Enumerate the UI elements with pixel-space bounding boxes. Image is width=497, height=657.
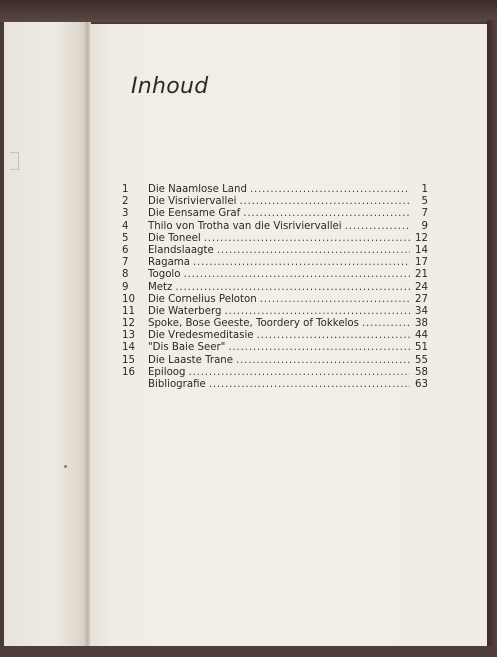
page-number: 38 <box>415 318 428 330</box>
dot-leader <box>243 208 410 220</box>
page-number: 9 <box>421 220 428 232</box>
page-number: 12 <box>415 232 428 244</box>
page-number: 55 <box>415 354 428 366</box>
chapter-title: Thilo von Trotha van die Visriviervallei <box>148 220 342 232</box>
chapter-number: 10 <box>122 293 135 305</box>
dot-leader <box>239 196 410 208</box>
dot-leader <box>184 269 411 281</box>
toc-entry <box>118 221 428 233</box>
page-mark <box>10 152 19 170</box>
toc-entry <box>118 342 428 354</box>
page-number: 44 <box>415 330 428 342</box>
chapter-number: 5 <box>122 232 129 244</box>
chapter-number: 6 <box>122 244 129 256</box>
toc-entry <box>118 367 428 379</box>
toc-entry <box>118 282 428 294</box>
chapter-title: Bibliografie <box>148 379 206 390</box>
page-number: 27 <box>415 293 428 305</box>
toc-entry <box>118 306 428 318</box>
toc-entry <box>118 257 428 269</box>
dot-leader <box>345 221 410 233</box>
page-number: 5 <box>421 196 428 208</box>
dot-leader <box>217 245 410 257</box>
toc-entry <box>118 245 428 257</box>
chapter-title: Die Toneel <box>148 232 201 244</box>
chapter-title: Spoke, Bose Geeste, Toordery of Tokkelos <box>148 318 359 330</box>
chapter-title: Die Cornelius Peloton <box>148 293 257 305</box>
page-number: 14 <box>415 244 428 256</box>
chapter-number: 11 <box>122 305 135 317</box>
dot-leader <box>250 184 410 196</box>
dot-leader <box>204 233 410 245</box>
page-number: 17 <box>415 257 428 269</box>
page-number: 63 <box>415 379 428 390</box>
chapter-title: Die Waterberg <box>148 305 222 317</box>
chapter-title: Die Visriviervallei <box>148 196 237 208</box>
page-number: 34 <box>415 305 428 317</box>
page-number: 51 <box>415 342 428 354</box>
chapter-number: 12 <box>122 318 135 330</box>
toc-entry <box>118 196 428 208</box>
dot-leader <box>193 257 410 269</box>
toc-entry <box>118 294 428 306</box>
toc-entry <box>118 318 428 330</box>
chapter-number: 7 <box>122 257 129 269</box>
page-number: 24 <box>415 281 428 293</box>
chapter-title: Elandslaagte <box>148 244 214 256</box>
dot-leader <box>228 342 410 354</box>
table-of-contents <box>118 184 428 391</box>
dot-leader <box>257 330 410 342</box>
toc-entry <box>118 355 428 367</box>
dot-leader <box>236 355 410 367</box>
page-number: 1 <box>421 184 428 195</box>
chapter-number: 2 <box>122 196 129 208</box>
page-number: 7 <box>421 208 428 220</box>
chapter-title: "Dis Baie Seer" <box>148 342 226 354</box>
chapter-number: 8 <box>122 269 129 281</box>
chapter-number: 3 <box>122 208 129 220</box>
chapter-title: Die Eensame Graf <box>148 208 241 220</box>
toc-entry <box>118 208 428 220</box>
paper-speck <box>64 465 67 468</box>
chapter-title: Die Laaste Trane <box>148 354 234 366</box>
chapter-title: Die Vredesmeditasie <box>148 330 254 342</box>
dot-leader <box>189 367 411 379</box>
chapter-number: 13 <box>122 330 135 342</box>
chapter-number: 15 <box>122 354 135 366</box>
chapter-title: Ragama <box>148 257 190 269</box>
chapter-number: 4 <box>122 220 129 232</box>
chapter-number: 14 <box>122 342 135 354</box>
toc-entry <box>118 330 428 342</box>
page-number: 21 <box>415 269 428 281</box>
toc-entry <box>118 184 428 196</box>
toc-entry <box>118 379 428 391</box>
chapter-title: Metz <box>148 281 173 293</box>
background-top <box>0 0 497 22</box>
chapter-number: 1 <box>122 184 129 195</box>
background-bottom <box>0 646 497 657</box>
left-page <box>4 22 88 648</box>
chapter-number: 16 <box>122 366 135 378</box>
background-right <box>487 20 497 657</box>
chapter-number: 9 <box>122 281 129 293</box>
dot-leader <box>209 379 410 391</box>
dot-leader <box>225 306 410 318</box>
chapter-title: Togolo <box>148 269 181 281</box>
page-title: Inhoud <box>131 74 209 99</box>
chapter-title: Epiloog <box>148 366 186 378</box>
chapter-title: Die Naamlose Land <box>148 184 247 195</box>
toc-entry <box>118 233 428 245</box>
dot-leader <box>260 294 410 306</box>
dot-leader <box>175 282 410 294</box>
page-number: 58 <box>415 366 428 378</box>
toc-entry <box>118 269 428 281</box>
dot-leader <box>362 318 410 330</box>
